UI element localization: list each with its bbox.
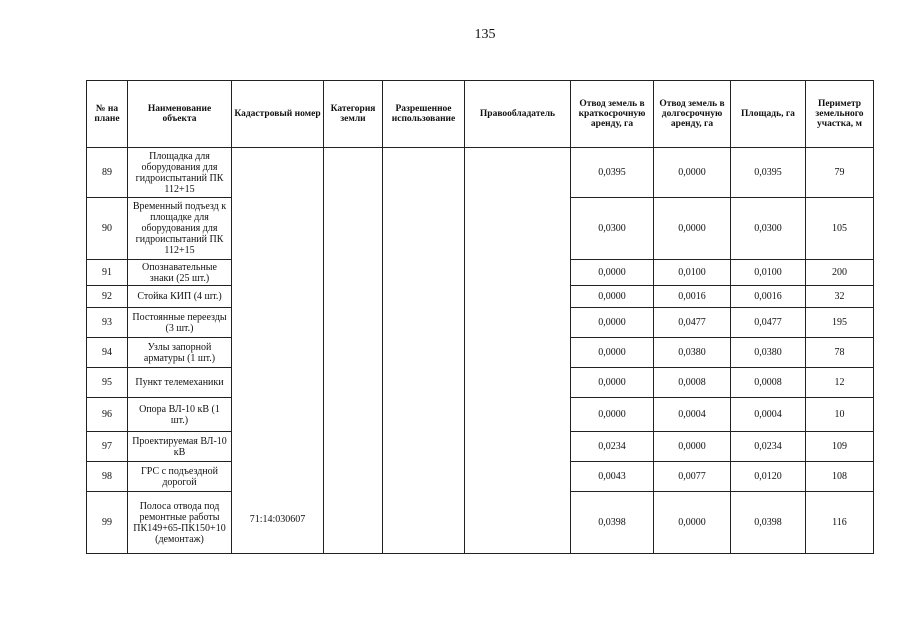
cell-area: 0,0120 bbox=[731, 462, 806, 492]
cell-category bbox=[324, 148, 383, 554]
cell-area: 0,0016 bbox=[731, 286, 806, 308]
cell-name: Проектируемая ВЛ-10 кВ bbox=[128, 432, 232, 462]
cell-area: 0,0477 bbox=[731, 308, 806, 338]
cell-perimeter: 78 bbox=[806, 338, 874, 368]
header-long-term: Отвод земель в долгосрочную аренду, га bbox=[654, 81, 731, 148]
cell-short-term: 0,0000 bbox=[571, 368, 654, 398]
cell-no: 96 bbox=[87, 398, 128, 432]
cell-name: ГРС с подъездной дорогой bbox=[128, 462, 232, 492]
cell-long-term: 0,0380 bbox=[654, 338, 731, 368]
cell-no: 93 bbox=[87, 308, 128, 338]
cell-name: Временный подъезд к площадке для оборудования для гидроиспытаний ПК 112+15 bbox=[128, 198, 232, 260]
cell-perimeter: 109 bbox=[806, 432, 874, 462]
cell-short-term: 0,0000 bbox=[571, 338, 654, 368]
cell-no: 89 bbox=[87, 148, 128, 198]
cell-area: 0,0100 bbox=[731, 260, 806, 286]
cell-name: Опора ВЛ-10 кВ (1 шт.) bbox=[128, 398, 232, 432]
cell-no: 94 bbox=[87, 338, 128, 368]
cell-perimeter: 10 bbox=[806, 398, 874, 432]
cell-area: 0,0300 bbox=[731, 198, 806, 260]
cell-area: 0,0234 bbox=[731, 432, 806, 462]
cell-permitted-use bbox=[383, 148, 465, 554]
cell-name: Постоянные переезды (3 шт.) bbox=[128, 308, 232, 338]
cell-area: 0,0004 bbox=[731, 398, 806, 432]
cell-long-term: 0,0000 bbox=[654, 492, 731, 554]
header-owner: Правообладатель bbox=[465, 81, 571, 148]
header-no: № на плане bbox=[87, 81, 128, 148]
cell-long-term: 0,0000 bbox=[654, 148, 731, 198]
header-short-term: Отвод земель в краткосрочную аренду, га bbox=[571, 81, 654, 148]
cell-name: Пункт телемеханики bbox=[128, 368, 232, 398]
cell-long-term: 0,0100 bbox=[654, 260, 731, 286]
cell-short-term: 0,0234 bbox=[571, 432, 654, 462]
cell-short-term: 0,0395 bbox=[571, 148, 654, 198]
cell-long-term: 0,0000 bbox=[654, 198, 731, 260]
cell-perimeter: 79 bbox=[806, 148, 874, 198]
cell-short-term: 0,0398 bbox=[571, 492, 654, 554]
cell-no: 98 bbox=[87, 462, 128, 492]
header-perimeter: Периметр земельного участка, м bbox=[806, 81, 874, 148]
cell-perimeter: 32 bbox=[806, 286, 874, 308]
table-row bbox=[87, 148, 874, 198]
cell-name: Площадка для оборудования для гидроиспытаний ПК 112+15 bbox=[128, 148, 232, 198]
cell-short-term: 0,0000 bbox=[571, 260, 654, 286]
cell-short-term: 0,0000 bbox=[571, 286, 654, 308]
cell-owner bbox=[465, 148, 571, 554]
cell-name: Полоса отвода под ремонтные работы ПК149+65-ПК150+10 (демонтаж) bbox=[128, 492, 232, 554]
cell-short-term: 0,0000 bbox=[571, 308, 654, 338]
cell-perimeter: 200 bbox=[806, 260, 874, 286]
cell-no: 99 bbox=[87, 492, 128, 554]
cell-no: 92 bbox=[87, 286, 128, 308]
cell-area: 0,0380 bbox=[731, 338, 806, 368]
cell-perimeter: 105 bbox=[806, 198, 874, 260]
cell-no: 95 bbox=[87, 368, 128, 398]
cell-short-term: 0,0000 bbox=[571, 398, 654, 432]
cell-long-term: 0,0477 bbox=[654, 308, 731, 338]
cell-perimeter: 108 bbox=[806, 462, 874, 492]
page-number: 135 bbox=[474, 27, 496, 42]
cell-long-term: 0,0016 bbox=[654, 286, 731, 308]
cell-area: 0,0008 bbox=[731, 368, 806, 398]
cell-no: 97 bbox=[87, 432, 128, 462]
cell-long-term: 0,0000 bbox=[654, 432, 731, 462]
header-row bbox=[87, 81, 874, 148]
cell-perimeter: 195 bbox=[806, 308, 874, 338]
cell-name: Опознавательные знаки (25 шт.) bbox=[128, 260, 232, 286]
cell-no: 91 bbox=[87, 260, 128, 286]
cell-perimeter: 12 bbox=[806, 368, 874, 398]
header-cadastral: Кадастровый номер bbox=[232, 81, 324, 148]
cell-short-term: 0,0300 bbox=[571, 198, 654, 260]
header-category: Категория земли bbox=[324, 81, 383, 148]
cell-long-term: 0,0077 bbox=[654, 462, 731, 492]
cell-name: Стойка КИП (4 шт.) bbox=[128, 286, 232, 308]
land-allocation-table bbox=[86, 80, 874, 554]
cell-name: Узлы запорной арматуры (1 шт.) bbox=[128, 338, 232, 368]
header-area: Площадь, га bbox=[731, 81, 806, 148]
cell-perimeter: 116 bbox=[806, 492, 874, 554]
cell-area: 0,0395 bbox=[731, 148, 806, 198]
cell-area: 0,0398 bbox=[731, 492, 806, 554]
header-name: Наименование объекта bbox=[128, 81, 232, 148]
cell-cadastral: 71:14:030607 bbox=[232, 148, 324, 554]
cell-long-term: 0,0004 bbox=[654, 398, 731, 432]
cell-long-term: 0,0008 bbox=[654, 368, 731, 398]
header-permitted-use: Разрешенное использование bbox=[383, 81, 465, 148]
cell-short-term: 0,0043 bbox=[571, 462, 654, 492]
cell-no: 90 bbox=[87, 198, 128, 260]
